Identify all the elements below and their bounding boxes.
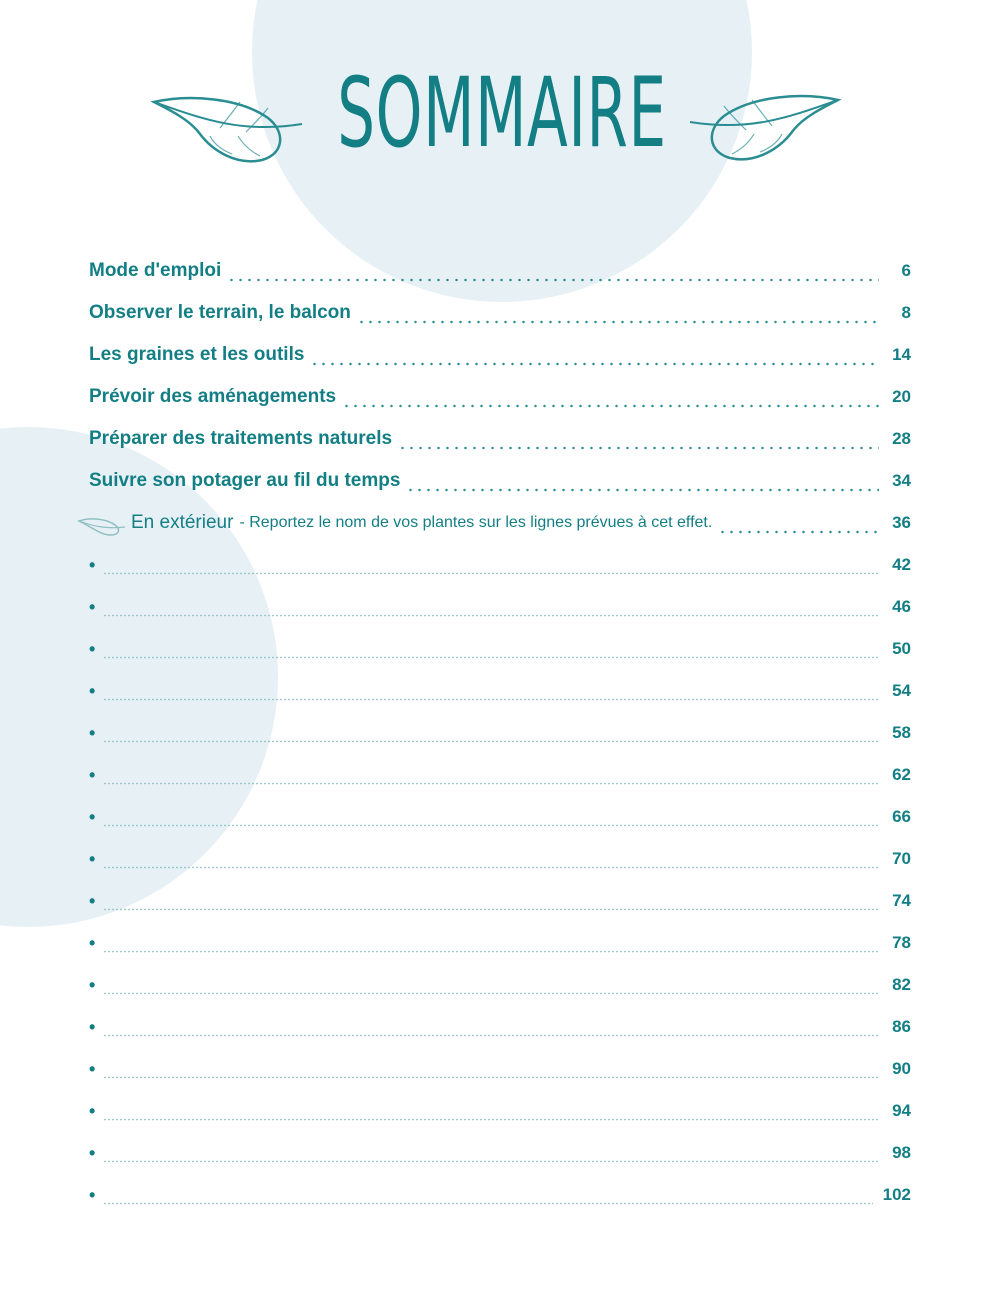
toc-entry-label: Suivre son potager au fil du temps xyxy=(89,470,401,491)
blank-line-page: 98 xyxy=(892,1143,911,1162)
blank-line-page: 50 xyxy=(892,639,911,658)
toc-entry-page: 14 xyxy=(892,345,911,364)
toc-entry-label: Les graines et les outils xyxy=(89,344,305,365)
dotted-line xyxy=(103,1101,879,1121)
toc-entry-label: Préparer des traitements naturels xyxy=(89,428,393,449)
blank-line-page: 90 xyxy=(892,1059,911,1078)
blank-line[interactable] xyxy=(89,1090,911,1132)
page-title: SOMMAIRE xyxy=(337,57,667,169)
blank-line-page: 102 xyxy=(882,1185,911,1204)
dotted-line xyxy=(103,1059,879,1079)
bullet: • xyxy=(89,890,96,911)
blank-line[interactable] xyxy=(89,1048,911,1090)
bullet: • xyxy=(89,764,96,785)
bullet: • xyxy=(89,596,96,617)
blank-line-page: 94 xyxy=(892,1101,911,1120)
toc-entry-page: 34 xyxy=(892,471,911,490)
leaf-icon xyxy=(77,515,127,537)
table-of-contents xyxy=(89,250,911,1216)
bullet: • xyxy=(89,848,96,869)
dot-leader xyxy=(718,514,879,534)
dotted-line xyxy=(103,849,879,869)
toc-entry-page: 6 xyxy=(901,261,911,280)
blank-line[interactable] xyxy=(89,544,911,586)
dot-leader xyxy=(310,346,879,366)
dotted-line xyxy=(103,555,879,575)
dot-leader xyxy=(342,388,879,408)
bullet: • xyxy=(89,1100,96,1121)
dot-leader xyxy=(398,430,879,450)
dotted-line xyxy=(103,681,879,701)
dotted-line xyxy=(103,639,879,659)
bullet: • xyxy=(89,554,96,575)
blank-line[interactable] xyxy=(89,796,911,838)
bullet: • xyxy=(89,932,96,953)
toc-entry-label: Observer le terrain, le balcon xyxy=(89,302,351,323)
bullet: • xyxy=(89,638,96,659)
dotted-line xyxy=(103,933,879,953)
toc-entry[interactable] xyxy=(89,250,911,292)
dotted-line xyxy=(103,765,879,785)
blank-line[interactable] xyxy=(89,628,911,670)
blank-line[interactable] xyxy=(89,922,911,964)
bullet: • xyxy=(89,1016,96,1037)
dot-leader xyxy=(357,304,879,324)
blank-line[interactable] xyxy=(89,1132,911,1174)
toc-subsection-description: - Reportez le nom de vos plantes sur les lignes prévues à cet effet. xyxy=(239,514,713,531)
blank-line-page: 54 xyxy=(892,681,911,700)
dotted-line xyxy=(103,597,879,617)
dot-leader xyxy=(406,472,879,492)
toc-entry-page: 20 xyxy=(892,387,911,406)
blank-line[interactable] xyxy=(89,754,911,796)
blank-line-page: 82 xyxy=(892,975,911,994)
toc-entry[interactable] xyxy=(89,460,911,502)
blank-line-page: 66 xyxy=(892,807,911,826)
toc-entry-page: 28 xyxy=(892,429,911,448)
dotted-line xyxy=(103,1143,879,1163)
blank-line[interactable] xyxy=(89,586,911,628)
blank-line[interactable] xyxy=(89,712,911,754)
toc-entry[interactable] xyxy=(89,376,911,418)
blank-line[interactable] xyxy=(89,964,911,1006)
toc-subsection-page: 36 xyxy=(892,513,911,532)
toc-entry-label: Prévoir des aménagements xyxy=(89,386,337,407)
toc-entry[interactable] xyxy=(89,292,911,334)
blank-line-page: 42 xyxy=(892,555,911,574)
blank-line-page: 46 xyxy=(892,597,911,616)
bullet: • xyxy=(89,1058,96,1079)
blank-line-page: 74 xyxy=(892,891,911,910)
dotted-line xyxy=(103,807,879,827)
blank-line[interactable] xyxy=(89,838,911,880)
toc-entry-label: Mode d'emploi xyxy=(89,260,222,281)
bullet: • xyxy=(89,1142,96,1163)
blank-line-page: 62 xyxy=(892,765,911,784)
toc-entry[interactable] xyxy=(89,334,911,376)
blank-line[interactable] xyxy=(89,670,911,712)
toc-entry[interactable] xyxy=(89,418,911,460)
blank-line[interactable] xyxy=(89,880,911,922)
blank-line[interactable] xyxy=(89,1174,911,1216)
blank-line[interactable] xyxy=(89,1006,911,1048)
blank-line-page: 78 xyxy=(892,933,911,952)
toc-entry-page: 8 xyxy=(901,303,911,322)
dotted-line xyxy=(103,1017,879,1037)
blank-line-page: 58 xyxy=(892,723,911,742)
bullet: • xyxy=(89,680,96,701)
bullet: • xyxy=(89,974,96,995)
bullet: • xyxy=(89,722,96,743)
dotted-line xyxy=(103,891,879,911)
dotted-line xyxy=(103,723,879,743)
blank-line-page: 86 xyxy=(892,1017,911,1036)
toc-subsection-label: En extérieur xyxy=(131,512,234,533)
bullet: • xyxy=(89,806,96,827)
dotted-line xyxy=(103,1185,873,1205)
toc-subsection[interactable] xyxy=(89,502,911,544)
bullet: • xyxy=(89,1184,96,1205)
dot-leader xyxy=(227,262,879,282)
blank-line-page: 70 xyxy=(892,849,911,868)
dotted-line xyxy=(103,975,879,995)
